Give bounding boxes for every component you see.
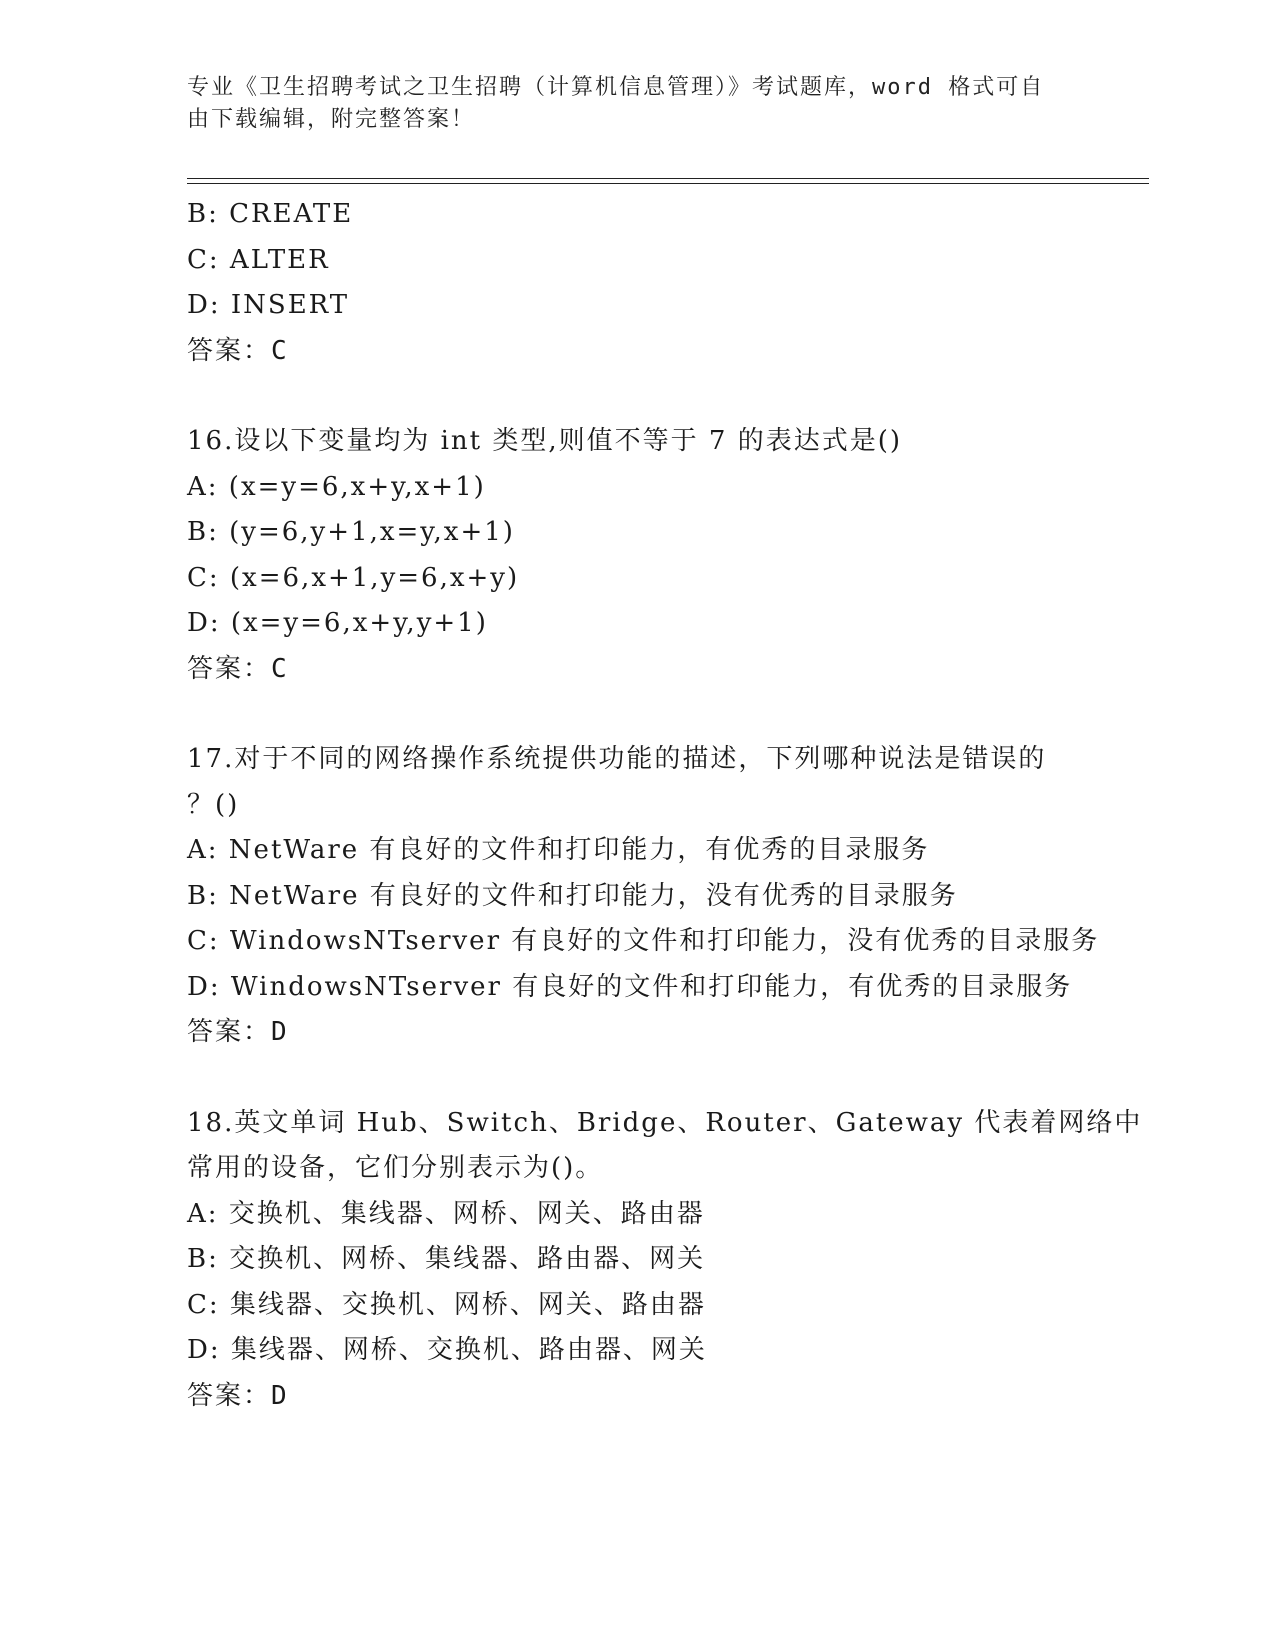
option-b: B: 交换机、网桥、集线器、路由器、网关 bbox=[187, 1244, 706, 1274]
header-divider-bottom bbox=[187, 183, 1149, 184]
question-stem: 16.设以下变量均为 int 类型,则值不等于 7 的表达式是() bbox=[187, 426, 903, 456]
option-d: D: INSERT bbox=[187, 290, 350, 320]
option-c: C: (x=6,x+1,y=6,x+y) bbox=[187, 562, 520, 593]
option-c: C: 集线器、交换机、网桥、网关、路由器 bbox=[187, 1289, 706, 1320]
spacer bbox=[187, 374, 1127, 419]
option-b: B: CREATE bbox=[187, 199, 354, 229]
answer-line bbox=[187, 1010, 1127, 1056]
question-stem: 18.英文单词 Hub、Switch、Bridge、Router、Gateway 代表着网络中 bbox=[187, 1107, 1143, 1138]
answer-label: 答案： bbox=[187, 653, 272, 684]
header-divider-top bbox=[187, 178, 1149, 179]
header-line-2: 由下载编辑，附完整答案！ bbox=[187, 107, 476, 132]
option-c: C: ALTER bbox=[187, 244, 330, 275]
header-line-1: 专业《卫生招聘考试之卫生招聘（计算机信息管理）》考试题库，word 格式可自 bbox=[187, 75, 1045, 100]
answer-label: 答案： bbox=[187, 1017, 272, 1047]
question-16 bbox=[187, 419, 1127, 692]
option-a: A: NetWare 有良好的文件和打印能力，有优秀的目录服务 bbox=[187, 835, 930, 865]
option-b: B: (y=6,y+1,x=y,x+1) bbox=[187, 517, 515, 547]
answer-line bbox=[187, 1374, 1127, 1420]
option-b: B: NetWare 有良好的文件和打印能力，没有优秀的目录服务 bbox=[187, 880, 958, 911]
question-15-continued bbox=[187, 192, 1127, 374]
option-a: A: (x=y=6,x+y,x+1) bbox=[187, 471, 486, 502]
option-d: D: 集线器、网桥、交换机、路由器、网关 bbox=[187, 1335, 707, 1365]
question-stem-continued: ？() bbox=[187, 789, 240, 820]
answer-value: D bbox=[271, 1017, 289, 1047]
option-d: D: WindowsNTserver 有良好的文件和打印能力，有优秀的目录服务 bbox=[187, 971, 1073, 1002]
answer-line bbox=[187, 647, 1127, 693]
option-a: A: 交换机、集线器、网桥、网关、路由器 bbox=[187, 1198, 705, 1229]
answer-value: C bbox=[271, 653, 289, 684]
question-17 bbox=[187, 737, 1127, 1056]
answer-value: D bbox=[271, 1380, 289, 1411]
question-list bbox=[187, 192, 1143, 1419]
document-header bbox=[187, 72, 1067, 136]
answer-label: 答案： bbox=[187, 1380, 272, 1411]
answer-value: C bbox=[271, 335, 289, 366]
question-18 bbox=[187, 1101, 1143, 1420]
option-d: D: (x=y=6,x+y,y+1) bbox=[187, 608, 488, 638]
option-c: C: WindowsNTserver 有良好的文件和打印能力，没有优秀的目录服务 bbox=[187, 926, 1100, 956]
question-stem: 17.对于不同的网络操作系统提供功能的描述，下列哪种说法是错误的 bbox=[187, 744, 1047, 774]
answer-line bbox=[187, 329, 1127, 375]
spacer bbox=[187, 692, 1127, 737]
spacer bbox=[187, 1056, 1127, 1101]
answer-label: 答案： bbox=[187, 335, 272, 366]
question-stem-continued: 常用的设备，它们分别表示为()。 bbox=[187, 1153, 604, 1183]
